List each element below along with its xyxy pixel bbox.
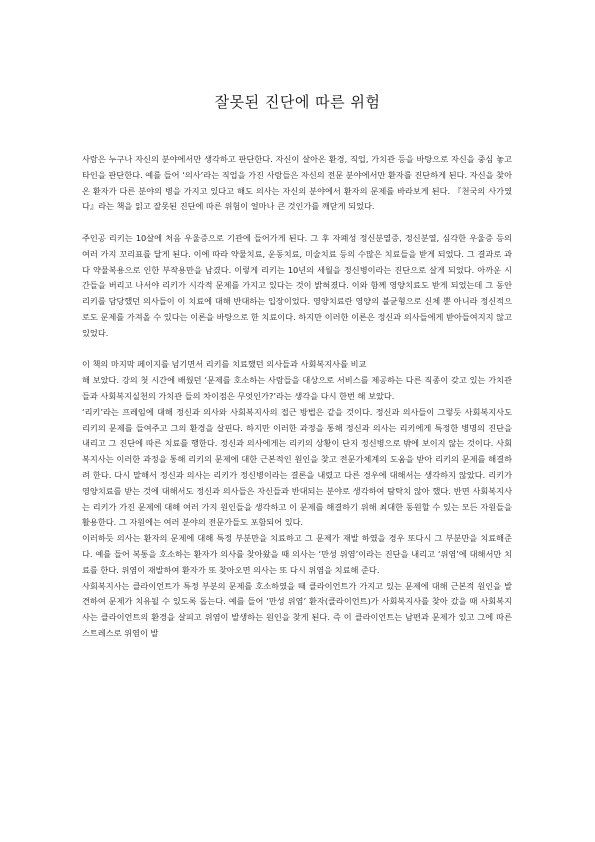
document-body bbox=[82, 152, 512, 642]
paragraph-comparison-heading: 이 책의 마지막 페이지를 넘기면서 리키를 치료했던 의사들과 사회복지사를 비교 bbox=[82, 359, 367, 370]
paragraph-gap bbox=[82, 342, 512, 358]
paragraph-approach: ‘리키’라는 프레임에 대해 정신과 의사와 사회복지사의 접근 방법은 같을 것이다. 정신과 의사들이 그렇듯 사회복지사도 리키의 문제를 들여주고 그의 환경을 살핀다. 하지만 이러한 과정을 통해 정신과 의사는 리키에게 특정한 병명의 진단을 내리고 그 진단에 따른 치료를 행한다. 정신과 의사에게는 리키의 상황이 단지 정신병으로 밖에 보이지 않는 것이다. 사회복지사는 이러한 과정을 통해 리키의 문제에 대한 근본적인 원인을 찾고 전문가체계의 도움을 받아 리키의 문제를 해결하려 한다. 다시 말해서 정신과 의사는 리키가 정신병이라는 결론을 내렸고 다른 경우에 대해서는 생각하지 않았다. 리키가 영양치료를 받는 것에 대해서도 정신과 의사들은 자신들과 반대되는 분야로 생각하여 탐탁치 않아 했다. 반면 사회복지사는 리키가 가진 문제에 대해 여러 가지 원인들을 생각하고 이 문제를 해결하기 위해 최대한 동원할 수 있는 모든 자원들을 활용한다. 그 자원에는 여러 분야의 전문가들도 포함되어 있다. bbox=[82, 406, 512, 528]
paragraph-social-worker-example: 사회복지사는 클라이언트가 특정 부분의 문제를 호소하였을 때 클라이언트가 가지고 있는 문제에 대해 근본적 원인을 발견하여 문제가 치유될 수 있도록 돕는다. 예를 들어 ‘만성 위염’ 환자(클라이언트)가 사회복지사를 찾아 갔을 때 사회복지사는 클라이언트의 환경을 살피고 위염이 발생하는 원인을 찾게 된다. 즉 이 클라이언트는 남편과 문제가 있고 그에 따른 스트레스로 위염이 발 bbox=[82, 580, 512, 638]
document-title: 잘못된 진단에 따른 위험 bbox=[214, 93, 381, 111]
paragraph-ricky-story: 주인공 리키는 10살에 처음 우울증으로 기관에 들어가게 된다. 그 후 자폐성 정신분열증, 정신분열, 심각한 우울증 등의 여러 가지 꼬리표를 달게 된다. 이에 따라 약물치료, 운동치료, 미술치료 등의 수많은 치료들을 받게 되었다. 그 결과로 과다 약물복용으로 인한 부작용만을 남겼다. 이렇게 리키는 10년의 세월을 정신병이라는 진단으로 살게 되었다. 아까운 시간들을 버리고 나서야 리키가 시각적 문제를 가지고 있다는 것이 밝혀졌다. 이와 함께 영양치료도 받게 되었는데 그 동안 리키를 담당했던 의사들이 이 치료에 대해 반대하는 입장이었다. 영양치료란 영양의 불균형으로 신체 뿐 아니라 정신적으로도 문제를 가져올 수 있다는 이론을 바탕으로 한 치료이다. 하지만 이러한 이론은 정신과 의사들에게 받아들여지지 않고 있었다. bbox=[82, 232, 512, 338]
paragraph-doctor-example: 이러하듯 의사는 환자의 문제에 대해 특정 부분만을 치료하고 그 문제가 재발 하였을 경우 또다시 그 부분만을 치료해준다. 예를 들어 복통을 호소하는 환자가 의사를 찾아왔을 때 의사는 ‘만성 위염’이라는 진단을 내리고 ‘위염’에 대해서만 치료를 한다. 위염이 재발하여 환자가 또 찾아오면 의사는 또 다시 위염을 치료해 준다. bbox=[82, 533, 512, 575]
paragraph-intro: 사람은 누구나 자신의 분야에서만 생각하고 판단한다. 자신이 살아온 환경, 직업, 가치관 등을 바탕으로 자신을 중심 놓고 타인을 판단한다. 예를 들어 ‘의사’라는 직업을 가진 사람들은 자신의 전문 분야에서만 환자를 진단하게 된다. 자신을 찾아온 환자가 다른 분야의 병을 가지고 있다고 해도 의사는 자신의 분야에서 환자의 문제를 바라보게 된다. 『천국의 사가였다』라는 책을 읽고 잘못된 진단에 따른 위험이 얼마나 큰 것인가를 깨닫게 되었다. bbox=[82, 154, 512, 212]
paragraph-gap bbox=[82, 215, 512, 231]
paragraph-comparison: 해 보았다. 강의 첫 시간에 배웠던 ‘문제를 호소하는 사람들을 대상으로 서비스를 제공하는 다른 직종이 갖고 있는 가치관 들과 사회복지실천의 가치관 들의 차이점은 무엇인가?’라는 생각을 다시 한번 해 보았다. bbox=[82, 375, 512, 401]
